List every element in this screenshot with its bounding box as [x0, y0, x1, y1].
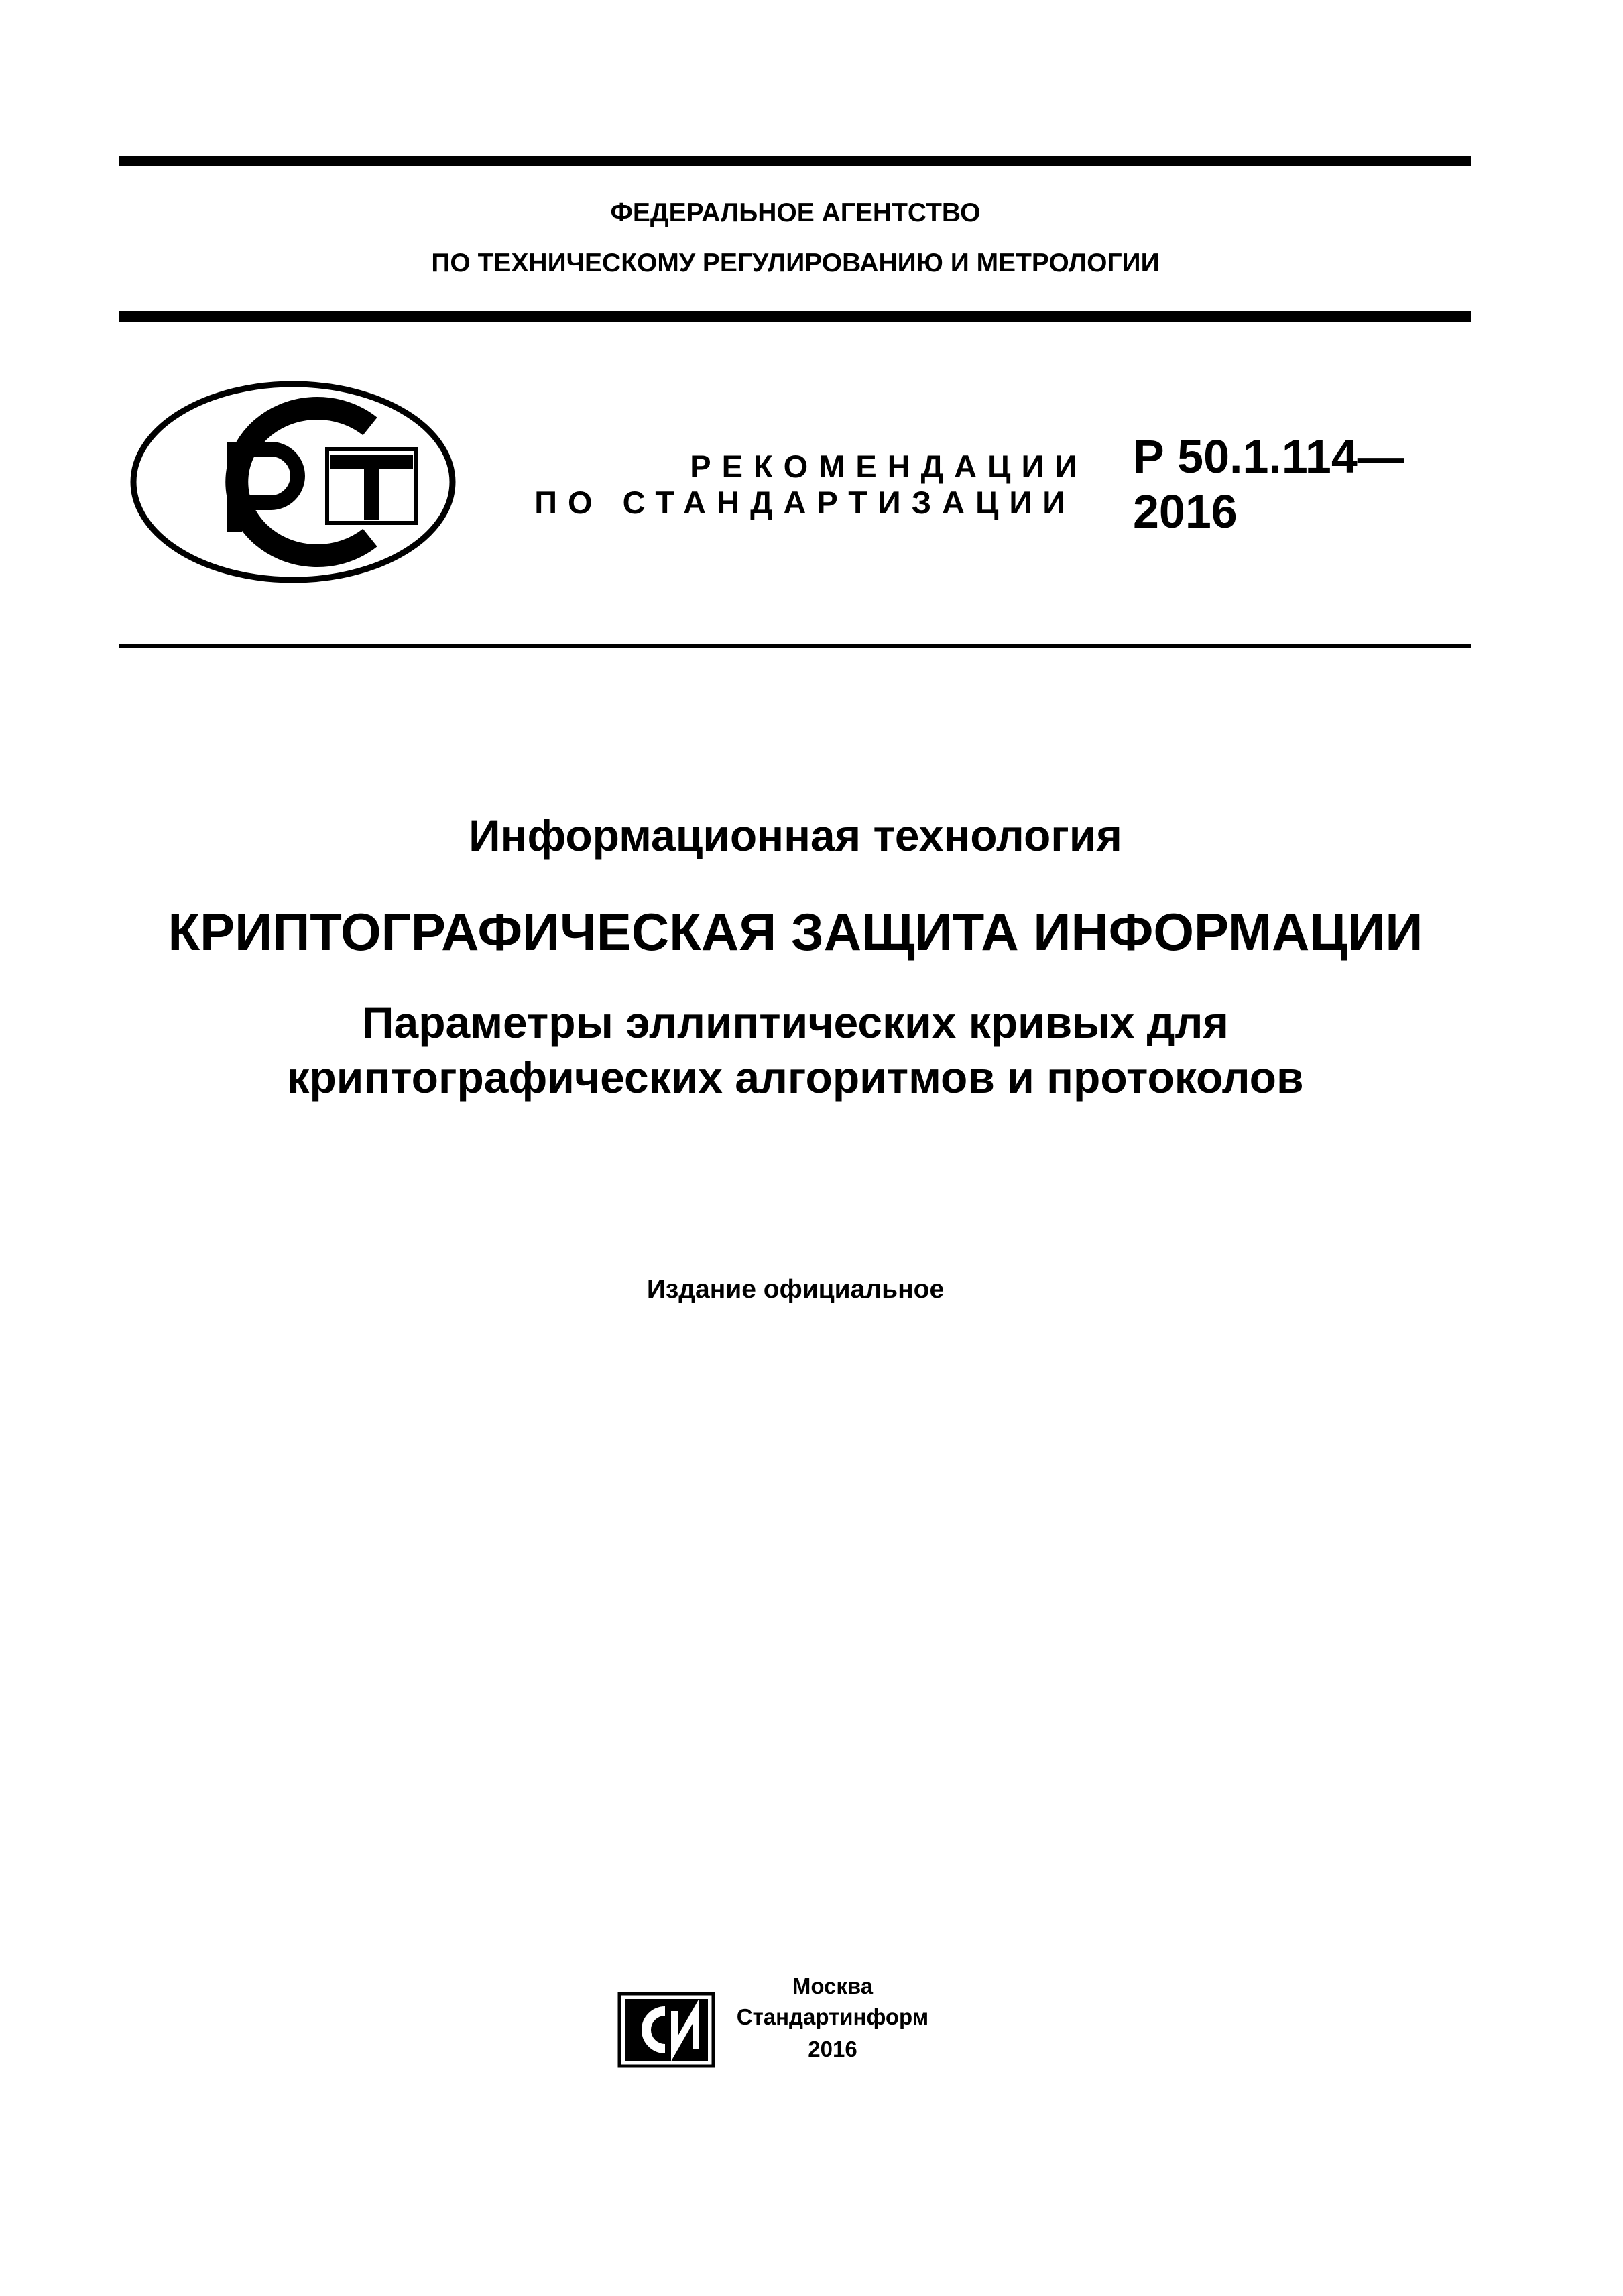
standard-year: 2016: [1133, 485, 1238, 538]
agency-name-line-2: ПО ТЕХНИЧЕСКОМУ РЕГУЛИРОВАНИЮ И МЕТРОЛОГИИ: [431, 249, 1160, 278]
imprint-publisher: Стандартинформ: [736, 2004, 929, 2029]
document-topic: Информационная технология: [469, 810, 1122, 860]
edition-note: Издание официальное: [646, 1275, 945, 1304]
document-subtitle: [119, 995, 1471, 1105]
header-rule: [119, 311, 1471, 322]
subtitle-line-1: Параметры эллиптических кривых для: [362, 998, 1229, 1047]
rst-emblem-icon: [129, 379, 457, 585]
agency-name-line-1: ФЕДЕРАЛЬНОЕ АГЕНТСТВО: [610, 198, 981, 227]
document-type-line-2: ПО СТАНДАРТИЗАЦИИ: [534, 485, 1076, 520]
document-type-line-1: РЕКОМЕНДАЦИИ: [690, 448, 1088, 484]
document-main-title: КРИПТОГРАФИЧЕСКАЯ ЗАЩИТА ИНФОРМАЦИИ: [168, 902, 1423, 961]
standartinform-logo-icon: [617, 1991, 716, 2069]
standard-designation: [1133, 429, 1404, 539]
subtitle-line-2: криптографических алгоритмов и протоколов: [287, 1052, 1304, 1102]
standard-number: Р 50.1.114—: [1133, 430, 1404, 483]
top-rule: [119, 156, 1471, 166]
imprint-city: Москва: [792, 1974, 874, 1998]
imprint-year: 2016: [808, 2037, 857, 2061]
designation-rule: [119, 644, 1471, 648]
